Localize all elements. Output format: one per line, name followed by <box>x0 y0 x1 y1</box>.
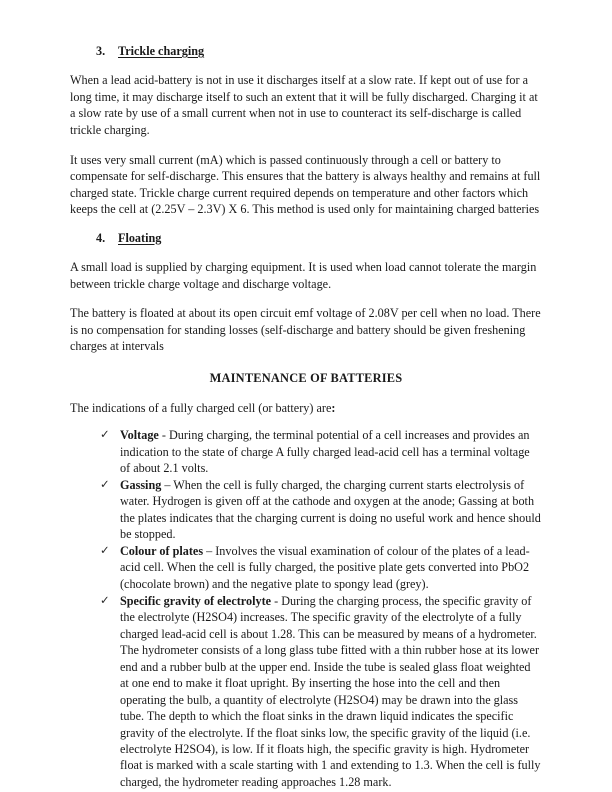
checkmark-icon: ✓ <box>100 427 110 442</box>
list-item-text: - During charging, the terminal potential of a cell increases and provides an indication to the state of charge A fully charged lead-acid cell has a terminal voltage of about 2.1 volts. <box>120 428 530 475</box>
list-item-text: - During the charging process, the specific gravity of the electrolyte (H2SO4) increases. The specific gravity of the electrolyte of a fully charged lead-acid cell is about 1.28. This can be measured by means of a hydrometer. <box>120 593 537 641</box>
list-item-term: Gassing <box>120 477 162 492</box>
list-item <box>70 543 542 592</box>
page-title: MAINTENANCE OF BATTERIES <box>209 370 403 385</box>
document-content <box>70 44 542 790</box>
paragraph-trickle-charging-2: It uses very small current (mA) which is passed continuously through a cell or battery to compensate for self-discharge. This ensures that the battery is always healthy and remains at full charged state. Trickle charge current required depends on temperature and other factors which keeps the cell at (2.25V – 2.3V) X 6. This method is used only for maintaining charged batteries <box>70 152 541 217</box>
list-item-term: Voltage <box>120 428 159 443</box>
section-number: 3. <box>96 44 106 58</box>
list-item <box>70 477 542 543</box>
list-item-term: Specific gravity of electrolyte <box>120 593 272 608</box>
list-intro-text: The indications of a fully charged cell (or battery) are <box>70 400 332 415</box>
list-item <box>70 427 542 476</box>
paragraph-floating-1: A small load is supplied by charging equipment. It is used when load cannot tolerate the margin between trickle charge voltage and discharge voltage. <box>70 260 537 291</box>
section-title: Floating <box>118 230 162 245</box>
checkmark-icon: ✓ <box>100 543 110 558</box>
checkmark-icon: ✓ <box>100 592 110 607</box>
list-item-term: Colour of plates <box>120 544 204 559</box>
list-item-text: – Involves the visual examination of colour of the plates of a lead-acid cell. When the cell is fully charged, the positive plate gets converted into PbO2 (chocolate brown) and the negative plate to spongy lead (grey). <box>120 544 530 591</box>
paragraph-hydrometer: The hydrometer consists of a long glass tube fitted with a thin rubber hose at its lower end and a rubber bulb at the upper end. Inside the tube is sealed glass float weighted at one end to make it float upright. By inserting the hose into the cell and then operating the bulb, a quantity of electrolyte (H2SO4) may be drawn into the glass tube. The depth to which the float sinks in the drawn liquid indicates the specific gravity of the electrolyte. If the float sinks low, the specific gravity of the liquid (i.e. electrolyte H2SO4), is low. If it floats high, the specific gravity is high. Hydrometer float is marked with a scale starting with 1 and extending to 1.3. When the cell is fully charged, the hydrometer reading approaches 1.28 mark. <box>120 643 541 789</box>
list-item-text: – When the cell is fully charged, the charging current starts electrolysis of water. Hydrogen is given off at the cathode and oxygen at the anode; Gassing at both the plates indicates that the charging current is doing no useful work and hence should be stopped. <box>120 477 541 542</box>
list-intro <box>70 400 542 417</box>
paragraph-trickle-charging-1: When a lead acid-battery is not in use it discharges itself at a slow rate. If kept out of use for a long time, it may discharge itself to such an extent that it will be fully discharged. Charging it at a slow rate by use of a small current when not in use to counteract its self-discharge is called trickle charging. <box>70 73 538 137</box>
paragraph-floating-2: The battery is floated at about its open circuit emf voltage of 2.08V per cell when no load. There is no compensation for standing losses (self-discharge and battery should be given freshening charges at intervals <box>70 306 541 354</box>
indications-list <box>70 427 542 642</box>
section-number: 4. <box>96 230 106 245</box>
list-intro-colon: : <box>331 400 336 415</box>
section-heading-floating <box>70 231 542 246</box>
list-item <box>70 593 542 642</box>
checkmark-icon: ✓ <box>100 476 110 491</box>
section-title: Trickle charging <box>118 44 205 58</box>
section-heading-trickle-charging <box>70 44 542 59</box>
